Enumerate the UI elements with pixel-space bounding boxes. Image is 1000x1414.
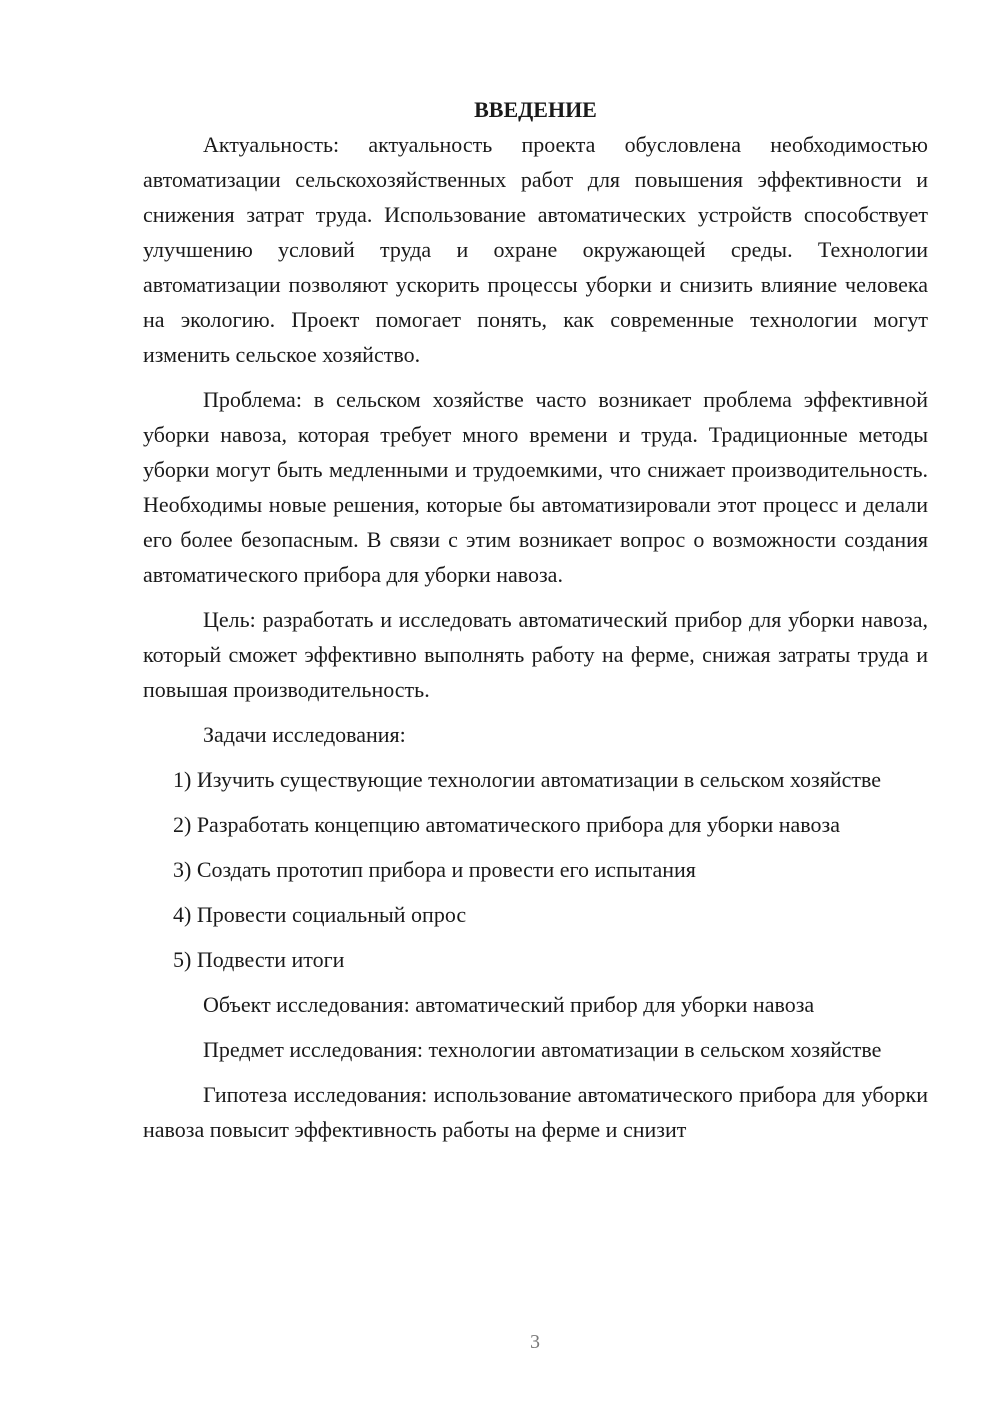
hypothesis-paragraph: Гипотеза исследования: использование автоматического прибора для уборки навоза повысит эффективность работы на ферме и снизит [143,1082,928,1142]
problem-paragraph: Проблема: в сельском хозяйстве часто возникает проблема эффективной уборки навоза, которая требует много времени и труда. Традиционные методы уборки могут быть медленными и трудоемкими, что снижает производительность. Необходимы новые решения, которые бы автоматизировали этот процесс и делали его более безопасным. В связи с этим возникает вопрос о возможности создания автоматического прибора для уборки навоза. [143,387,928,587]
relevance-paragraph: Актуальность: актуальность проекта обусловлена необходимостью автоматизации сельскохозяйственных работ для повышения эффективности и снижения затрат труда. Использование автоматических устройств способствует улучшению условий труда и охране окружающей среды. Технологии автоматизации позволяют ускорить процессы уборки и снизить влияние человека на экологию. Проект помогает понять, как современные технологии могут изменить сельское хозяйство. [143,132,928,367]
task-item: 2) Разработать концепцию автоматического прибора для уборки навоза [173,812,840,837]
task-item: 1) Изучить существующие технологии автоматизации в сельском хозяйстве [173,767,882,792]
object-paragraph: Объект исследования: автоматический прибор для уборки навоза [203,992,815,1017]
task-item: 5) Подвести итоги [173,947,345,972]
document-page [143,92,928,1147]
page-number: 3 [530,1331,540,1353]
section-title: ВВЕДЕНИЕ [474,97,597,122]
goal-paragraph: Цель: разработать и исследовать автоматический прибор для уборки навоза, который сможет эффективно выполнять работу на ферме, снижая затраты труда и повышая производительность. [143,607,928,702]
task-item: 4) Провести социальный опрос [173,902,467,927]
subject-paragraph: Предмет исследования: технологии автоматизации в сельском хозяйстве [203,1037,882,1062]
task-item: 3) Создать прототип прибора и провести его испытания [173,857,696,882]
tasks-heading: Задачи исследования: [203,722,406,747]
